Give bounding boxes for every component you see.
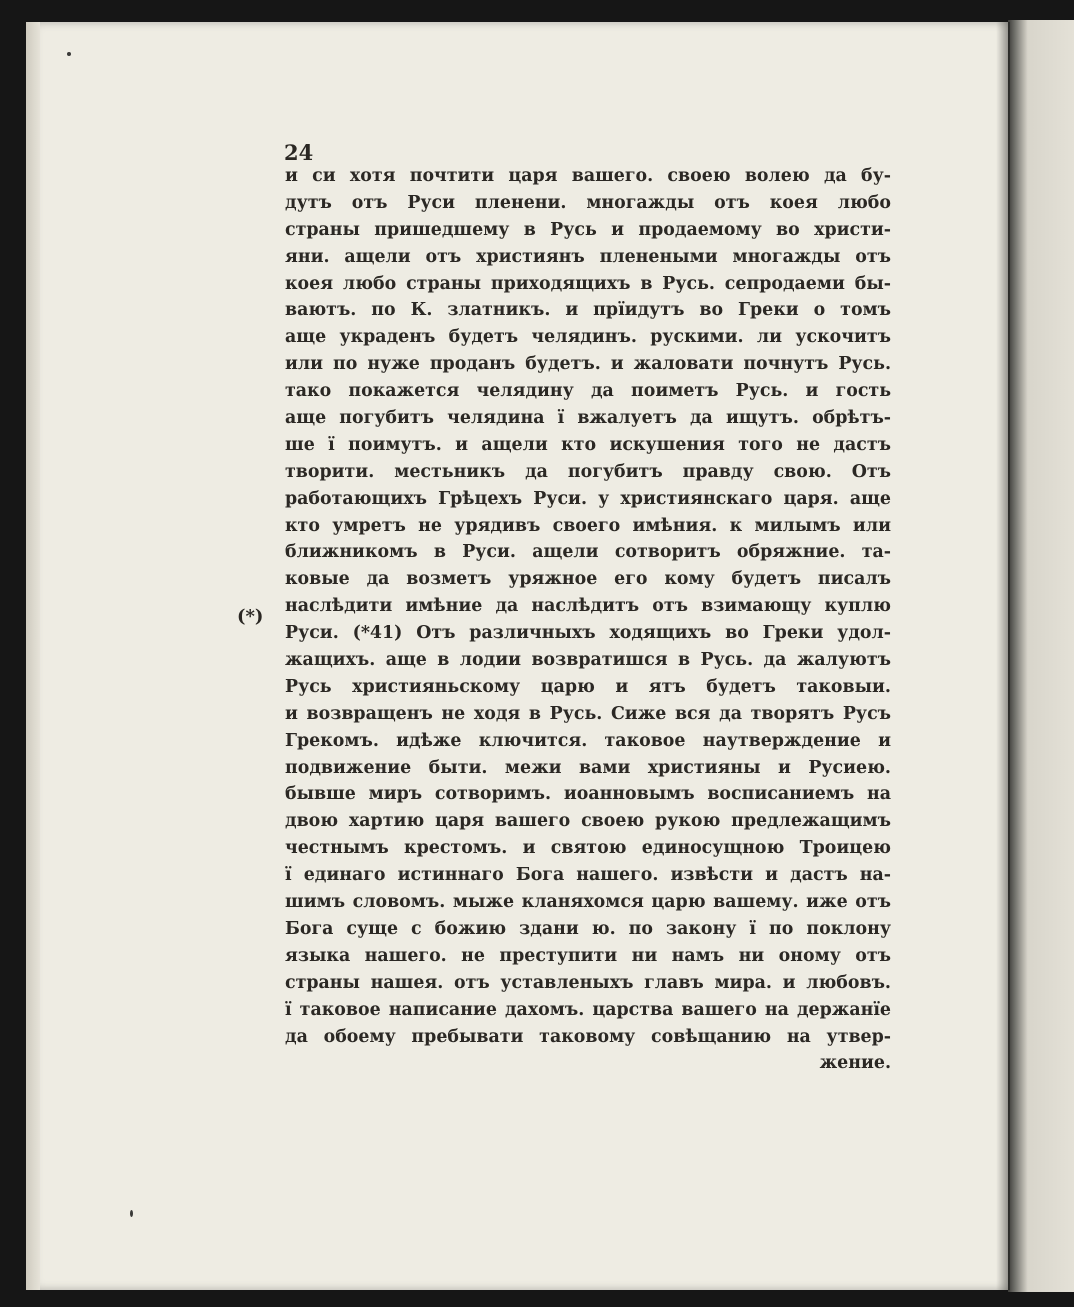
text-line: двою хартию царя вашего своею рукою предлежащимъ — [285, 811, 891, 832]
footnote-marker: (*) — [237, 606, 264, 627]
text-line: аще погубитъ челядина ї вжалуетъ да ищутъ. обрѣтъ- — [285, 408, 891, 429]
text-line: честнымъ крестомъ. и святою единосущною Троицею — [285, 838, 891, 859]
text-line: ближникомъ в Руси. ащели сотворитъ обряжние. та- — [285, 542, 891, 563]
text-line: работающихъ Грѣцехъ Руси. у християнскаго царя. аще — [285, 488, 891, 509]
text-line: жение. — [819, 1053, 891, 1074]
paper-speck — [67, 52, 71, 56]
text-line: ше ї поимутъ. и ащели кто искушения того не дастъ — [285, 434, 891, 455]
text-line: Грекомъ. идѣже ключится. таковое наутверждение и — [285, 730, 891, 751]
text-line: наслѣдити имѣние да наслѣдитъ отъ взимающу куплю — [285, 596, 891, 617]
text-line: бывше миръ сотворимъ. иоанновымъ восписаниемъ на — [285, 784, 891, 805]
page-gutter-edge — [26, 22, 40, 1290]
text-line: ковые да возметъ уряжное его кому будетъ писалъ — [285, 569, 891, 590]
spine-shadow — [996, 22, 1010, 1290]
text-line: ї единаго истиннаго Бога нашего. извѣсти и дастъ на- — [285, 865, 891, 886]
page-number: 24 — [284, 140, 314, 165]
text-line: жащихъ. аще в лодии возвратишся в Русь. да жалуютъ — [285, 650, 891, 671]
text-line: коея любо страны приходящихъ в Русь. сепродаеми бы- — [285, 273, 891, 294]
text-line: языка нашего. не преступити ни намъ ни оному отъ — [285, 945, 891, 966]
text-line: Бога суще с божию здани ю. по закону ї по поклону — [285, 918, 891, 939]
text-line: ваютъ. по К. златникъ. и прїидутъ во Греки о томъ — [285, 300, 891, 321]
text-line: яни. ащели отъ християнъ пленеными многажды отъ — [285, 246, 891, 267]
paper-speck — [130, 1210, 133, 1217]
text-line: Руси. (*41) Отъ различныхъ ходящихъ во Греки удол- — [285, 623, 891, 644]
text-line: кто умретъ не урядивъ своего имѣния. к милымъ или — [285, 515, 891, 536]
text-line: аще украденъ будетъ челядинъ. рускими. ли ускочитъ — [285, 327, 891, 348]
facing-page-edge — [1008, 20, 1074, 1292]
text-line: страны пришедшему в Русь и продаемому во христи- — [285, 219, 891, 240]
text-line: страны нашея. отъ уставленыхъ главъ мира. и любовъ. — [285, 972, 891, 993]
text-line: шимъ словомъ. мыже кланяхомся царю вашему. иже отъ — [285, 892, 891, 913]
text-line: творити. местьникъ да погубитъ правду свою. Отъ — [285, 461, 891, 482]
text-line: ї таковое написание дахомъ. царства вашего на держанїе — [285, 999, 891, 1020]
page-body-text — [285, 163, 891, 1077]
text-line: тако покажется челядину да поиметъ Русь. и гость — [285, 381, 891, 402]
text-line: и си хотя почтити царя вашего. своею волею да бу- — [285, 166, 891, 186]
text-line: да обоему пребывати таковому совѣщанию на утвер- — [285, 1026, 891, 1047]
text-line: Русь християньскому царю и ятъ будетъ таковыи. — [285, 676, 891, 697]
text-line: и возвращенъ не ходя в Русь. Сиже вся да творятъ Русъ — [285, 703, 891, 724]
text-line: подвижение быти. межи вами християны и Русиею. — [285, 757, 891, 778]
text-line: дутъ отъ Руси пленени. многажды отъ коея любо — [285, 192, 891, 213]
text-line: или по нуже проданъ будетъ. и жаловати почнутъ Русь. — [285, 354, 891, 375]
